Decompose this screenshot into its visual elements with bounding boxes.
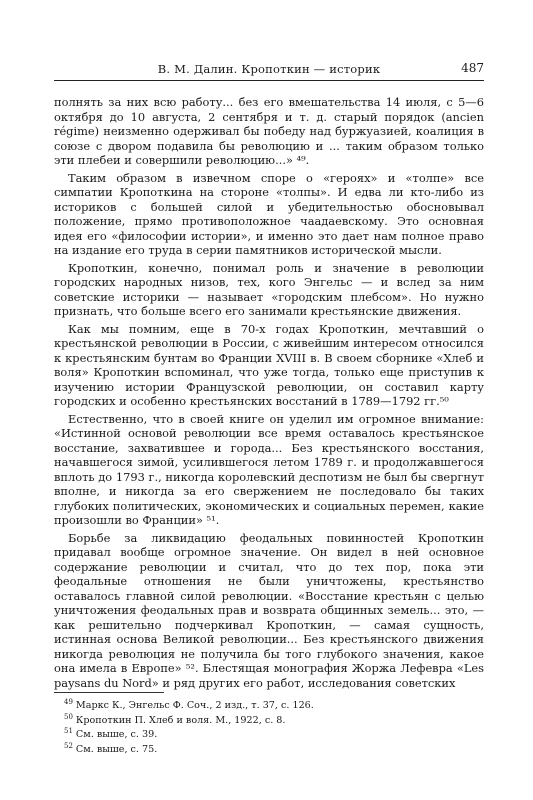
running-title: В. М. Далин. Кропоткин — историк xyxy=(157,62,381,76)
footnote-text: См. выше, с. 75. xyxy=(75,744,158,756)
footnote-50 xyxy=(54,712,484,727)
footnote-52 xyxy=(54,741,484,756)
footnote-text: См. выше, с. 39. xyxy=(75,729,158,741)
main-text xyxy=(54,95,484,693)
paragraph-4: Как мы помним, еще в 70-х годах Кропоткин, мечтавший о крестьянской революции в России, с живейшим интересом относился к крестьянским бунтам во Франции XVIII в. В своем сборнике «Хлеб и воля» Кропоткин вспоминал, что уже тогда, только еще приступив к изучению истории Французской революции, он составил карту городских и особенно крестьянских восстаний в 1789—1792 гг.⁵⁰ xyxy=(54,321,484,408)
footnote-marker: 49 xyxy=(64,698,73,706)
page-number: 487 xyxy=(461,61,484,75)
paragraph-5: Естественно, что в своей книге он уделил им огромное внимание: «Истинной основой революции все время оставалось крестьянское восстание, захватившее и города... Без крестьянского восстания, начавшегося зимой, усилившегося летом 1789 г. и продолжавшегося вплоть до 1793 г., никогда королевский деспотизм не был бы свергнут вполне, и никогда за его свержением не последовало бы таких глубоких политических, экономических и социальных перемен, какие произошли во Франции» ⁵¹. xyxy=(54,411,484,527)
footnote-51 xyxy=(54,726,484,741)
paragraph-1: полнять за них всю работу... без его вмешательства 14 июля, с 5—6 октября до 10 августа, 2 сентября и т. д. старый порядок (ancien régime) неизменно одерживал бы победу над буржуазией, коалиция в союзе с двором подавила бы революцию и ... таким образом только эти плебеи и совершили революцию...» ⁴⁹. xyxy=(54,95,484,167)
footnote-text: Кропоткин П. Хлеб и воля. М., 1922, с. 8. xyxy=(75,714,286,726)
paragraph-6: Борьбе за ликвидацию феодальных повинностей Кропоткин придавал вообще огромное значение. Он видел в ней основное содержание революции и считал, что до тех пор, пока эти феодальные отношения не были уничтожены, крестьянство оставалось главной силой революции. «Восстание крестьян с целью уничтожения феодальных прав и возврата общинных земель... это, — как решительно подчеркивал Кропоткин, — самая сущность, истинная основа Великой революции... Без крестьянского движения никогда революция не получила бы того глубокого значения, какое она имела в Европе» ⁵². Блестящая монография Жоржа Лефевра «Les paysans du Nord» и ряд других его работ, исследования советских xyxy=(54,530,484,690)
running-header xyxy=(54,60,484,81)
footnote-marker: 51 xyxy=(64,727,73,736)
footnote-marker: 50 xyxy=(64,712,73,721)
paragraph-2: Таким образом в извечном споре о «героях» и «толпе» все симпатии Кропоткина на стороне «толпы». И едва ли кто-либо из историков с большей силой и убедительностью обосновывал положение, прямо противоположное чаадаевскому. Это основная идея его «философии истории», и именно это дает нам полное право на издание его труда в серии памятников исторической мысли. xyxy=(54,170,484,257)
footnote-marker: 52 xyxy=(64,742,73,751)
footnote-49 xyxy=(54,697,484,712)
footnote-text: Маркс К., Энгельс Ф. Соч., 2 изд., т. 37, с. 126. xyxy=(75,700,314,712)
book-page xyxy=(54,0,484,800)
footnotes xyxy=(54,692,484,756)
paragraph-3: Кропоткин, конечно, понимал роль и значение в революции городских народных низов, тех, кого Энгельс — и вслед за ним советские историки — называет «городским плебсом». Но нужно признать, что больше всего его занимали крестьянские движения. xyxy=(54,260,484,318)
footnote-divider xyxy=(54,692,164,693)
